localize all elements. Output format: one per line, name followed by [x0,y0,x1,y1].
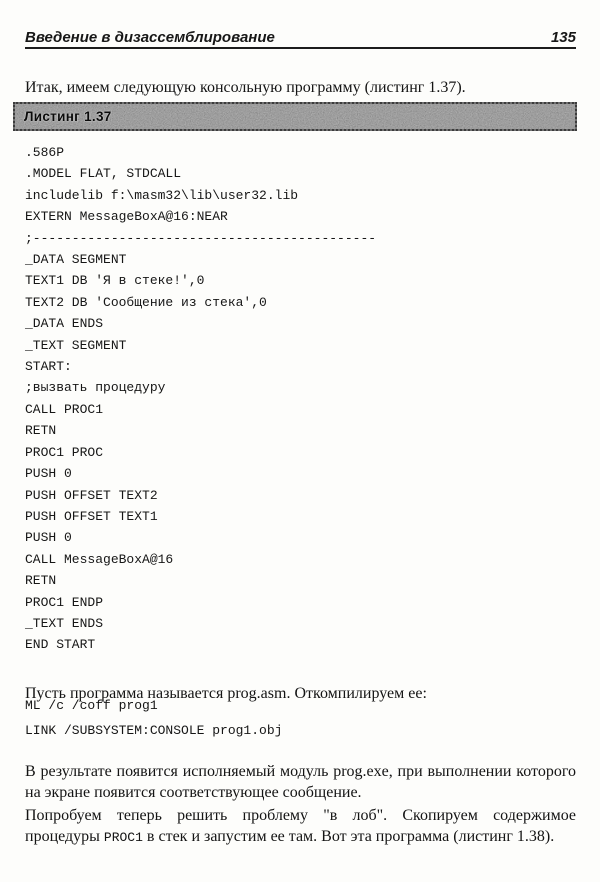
code-line: END START [25,637,96,653]
code-line: EXTERN MessageBoxA@16:NEAR [25,209,228,225]
code-line: _DATA SEGMENT [25,252,127,268]
inline-code-proc1: PROC1 [103,830,143,845]
code-line: PUSH 0 [25,466,72,482]
code-line: CALL MessageBoxA@16 [25,551,174,567]
code-line: .MODEL FLAT, STDCALL [25,166,182,182]
code-line: START: [25,359,72,375]
code-line: RETN [25,423,57,439]
compile-paragraph: Пусть программа называется prog.asm. Откомпилируем ее: [25,685,427,702]
code-line: PUSH 0 [25,530,72,546]
intro-paragraph: Итак, имеем следующую консольную программу (листинг 1.37). [25,79,466,96]
header-rule [25,47,576,49]
command-line: ML /c /coff prog1 [25,698,158,713]
code-line: _DATA ENDS [25,316,104,332]
followup-text-before: Попробуем теперь решить проблему "в лоб". Скопируем содержимое процедуры [25,807,576,845]
code-line: PUSH OFFSET TEXT1 [25,508,158,524]
code-line: CALL PROC1 [25,401,104,417]
command-line: LINK /SUBSYSTEM:CONSOLE prog1.obj [25,722,283,738]
result-paragraph: В результате появится исполняемый модуль prog.exe, при выполнении которого на экране появится соответствующее сообщение. [25,763,576,801]
code-line: PROC1 ENDP [25,594,104,610]
header-title: Введение в дизассемблирование [25,29,275,46]
code-line: PUSH OFFSET TEXT2 [25,487,158,503]
followup-paragraph [25,805,576,848]
code-line: includelib f:\masm32\lib\user32.lib [25,187,299,203]
code-listing [25,142,376,656]
code-line: ;вызвать процедуру [25,380,166,396]
code-line: TEXT1 DB 'Я в стеке!',0 [25,273,205,289]
listing-header [13,102,577,131]
code-line: RETN [25,573,57,589]
code-line: TEXT2 DB 'Сообщение из стека',0 [25,294,267,310]
code-line: ;-------------------------------------------- [25,230,377,246]
listing-title: Листинг 1.37 [24,109,112,124]
compile-command-lines [25,694,282,743]
code-line: _TEXT SEGMENT [25,337,127,353]
code-line: _TEXT ENDS [25,615,104,631]
header-page-number: 135 [550,29,576,46]
followup-text-after: в стек и запустим ее там. Вот эта программа (листинг 1.38). [142,828,555,845]
running-head [25,29,576,46]
code-line: PROC1 PROC [25,444,104,460]
code-line: .586P [25,145,65,160]
